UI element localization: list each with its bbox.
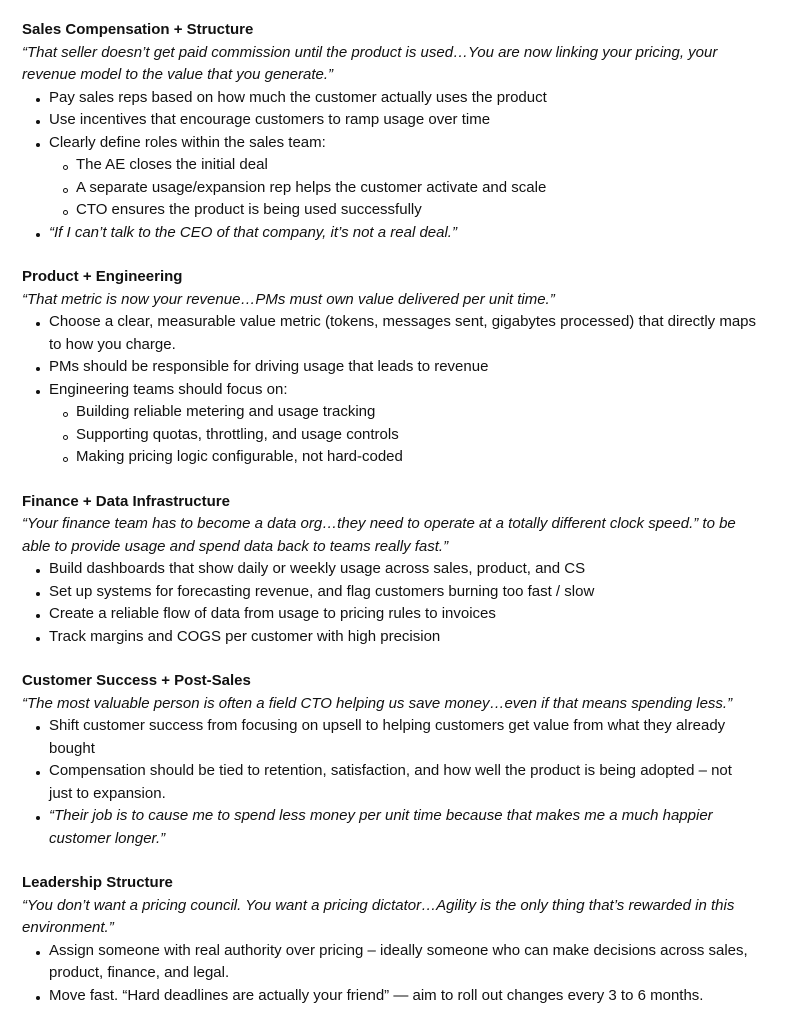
section-title: Customer Success + Post-Sales	[22, 672, 251, 689]
section-title: Sales Compensation + Structure	[22, 21, 254, 38]
list-item-quote: “If I can’t talk to the CEO of that company, it’s not a real deal.”	[49, 222, 778, 245]
list-item	[49, 379, 778, 469]
section-quote: “Your finance team has to become a data org…they need to operate at a totally different clock speed.” to be able to provide usage and spend data back to teams really fast.”	[22, 515, 736, 555]
section-customer-success	[22, 670, 778, 850]
sub-list-item: Making pricing logic configurable, not hard-coded	[76, 446, 758, 469]
section-finance-data	[22, 491, 778, 649]
section-title: Product + Engineering	[22, 268, 183, 285]
sub-list-item: Building reliable metering and usage tracking	[76, 401, 758, 424]
list-item: Set up systems for forecasting revenue, and flag customers burning too fast / slow	[49, 581, 778, 604]
section-title: Leadership Structure	[22, 874, 173, 891]
list-item: Compensation should be tied to retention, satisfaction, and how well the product is being adopted – not just to expansion.	[49, 760, 778, 805]
section-sales-compensation	[22, 19, 778, 244]
list-item: Assign someone with real authority over pricing – ideally someone who can make decisions across sales, product, finance, and legal.	[49, 940, 778, 985]
list-item: Build dashboards that show daily or weekly usage across sales, product, and CS	[49, 558, 778, 581]
section-quote: “You don’t want a pricing council. You want a pricing dictator…Agility is the only thing that’s rewarded in this environment.”	[22, 896, 735, 936]
list-item-text: Engineering teams should focus on:	[49, 380, 288, 398]
section-leadership-structure	[22, 872, 778, 1007]
bullet-list	[22, 940, 778, 1008]
section-quote: “That metric is now your revenue…PMs must own value delivered per unit time.”	[22, 290, 555, 308]
sub-list-item: CTO ensures the product is being used successfully	[76, 199, 758, 222]
list-item: Move fast. “Hard deadlines are actually your friend” — aim to roll out changes every 3 to 6 months.	[49, 985, 778, 1008]
list-item: Use incentives that encourage customers to ramp usage over time	[49, 109, 778, 132]
section-quote: “That seller doesn’t get paid commission until the product is used…You are now linking your pricing, your revenue model to the value that you generate.”	[22, 43, 718, 83]
bullet-list	[22, 715, 778, 850]
sub-list-item: The AE closes the initial deal	[76, 154, 758, 177]
section-product-engineering	[22, 266, 778, 469]
list-item: Shift customer success from focusing on upsell to helping customers get value from what they already bought	[49, 715, 778, 760]
section-quote: “The most valuable person is often a field CTO helping us save money…even if that means spending less.”	[22, 694, 733, 712]
sub-bullet-list	[49, 401, 758, 469]
bullet-list	[22, 311, 778, 469]
list-item: PMs should be responsible for driving usage that leads to revenue	[49, 356, 778, 379]
sub-bullet-list	[49, 154, 758, 222]
list-item: Pay sales reps based on how much the customer actually uses the product	[49, 87, 778, 110]
list-item	[49, 132, 778, 222]
section-title: Finance + Data Infrastructure	[22, 492, 230, 510]
bullet-list	[22, 87, 778, 245]
list-item-quote: “Their job is to cause me to spend less money per unit time because that makes me a much happier customer longer.”	[49, 805, 778, 850]
bullet-list	[22, 558, 778, 648]
list-item: Create a reliable flow of data from usage to pricing rules to invoices	[49, 603, 778, 626]
sub-list-item: Supporting quotas, throttling, and usage controls	[76, 424, 758, 447]
list-item: Track margins and COGS per customer with high precision	[49, 626, 778, 649]
list-item: Choose a clear, measurable value metric (tokens, messages sent, gigabytes processed) that directly maps to how you charge.	[49, 311, 778, 356]
sub-list-item: A separate usage/expansion rep helps the customer activate and scale	[76, 177, 758, 200]
list-item-text: Clearly define roles within the sales team:	[49, 133, 326, 151]
